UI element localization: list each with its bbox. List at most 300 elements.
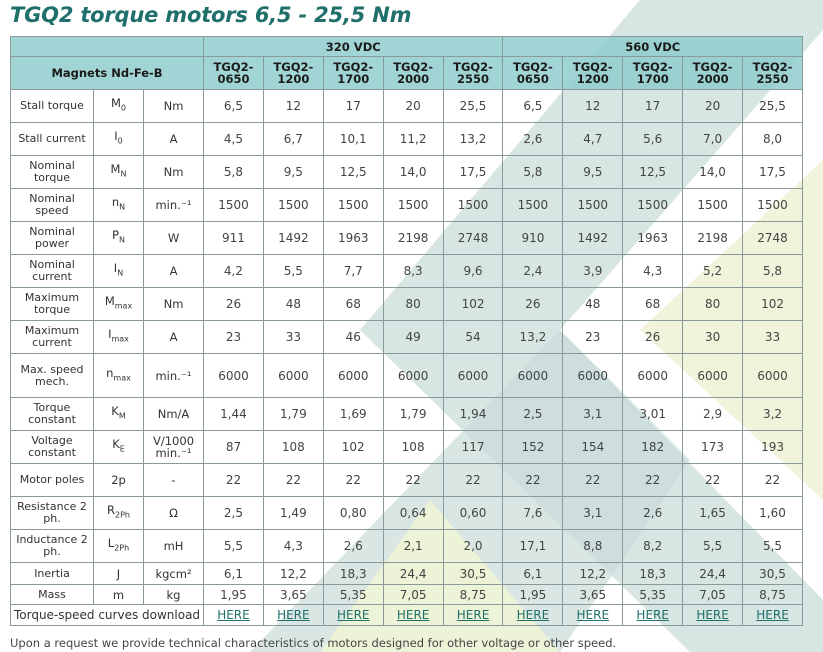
value-cell: 20 [683,90,743,123]
value-cell: 14,0 [383,156,443,189]
table-row [11,156,803,189]
value-cell: 26 [204,288,264,321]
value-cell: 6000 [743,354,803,398]
symbol-main: L [107,536,115,551]
table-row [11,123,803,156]
parameter-unit: Ω [144,497,204,530]
value-cell: 18,3 [623,563,683,585]
parameter-name: Motor poles [11,464,94,497]
model-header [263,57,323,90]
symbol-subscript: max [114,301,133,311]
value-cell: 17 [323,90,383,123]
value-cell: 7,0 [683,123,743,156]
parameter-unit: kgcm² [144,563,204,585]
value-cell: 1500 [503,189,563,222]
parameter-name: Nominal current [11,255,94,288]
value-cell: 1,44 [204,398,264,431]
model-header-prefix: TGQ2- [632,60,673,74]
value-cell: 1,95 [503,585,563,605]
value-cell: 5,5 [263,255,323,288]
symbol-subscript: M [118,411,126,421]
value-cell: 22 [443,464,503,497]
value-cell: 26 [623,321,683,354]
download-cell [263,605,323,626]
value-cell: 8,0 [743,123,803,156]
symbol-subscript: N [117,268,124,278]
value-cell: 17 [623,90,683,123]
parameter-name: Mass [11,585,94,605]
value-cell: 12,2 [263,563,323,585]
parameter-name: Maximum torque [11,288,94,321]
value-cell: 182 [623,431,683,464]
download-link[interactable]: HERE [696,608,729,622]
symbol-subscript: N [118,235,125,245]
value-cell: 2,6 [503,123,563,156]
value-cell: 910 [503,222,563,255]
value-cell: 1,69 [323,398,383,431]
parameter-name: Maximum current [11,321,94,354]
value-cell: 2748 [443,222,503,255]
value-cell: 5,8 [503,156,563,189]
model-header-number: 2550 [457,72,490,86]
value-cell: 3,2 [743,398,803,431]
value-cell: 12 [563,90,623,123]
symbol-main: n [111,195,120,210]
model-header-prefix: TGQ2- [572,60,613,74]
value-cell: 1500 [623,189,683,222]
value-cell: 6000 [563,354,623,398]
value-cell: 1,65 [683,497,743,530]
specs-table [10,36,803,626]
value-cell: 5,8 [204,156,264,189]
page-title: TGQ2 torque motors 6,5 - 25,5 Nm [10,3,412,27]
value-cell: 22 [263,464,323,497]
model-header [563,57,623,90]
value-cell: 22 [623,464,683,497]
value-cell: 22 [383,464,443,497]
parameter-name: Torque constant [11,398,94,431]
value-cell: 4,7 [563,123,623,156]
download-cell [743,605,803,626]
table-row [11,189,803,222]
value-cell: 2,4 [503,255,563,288]
magnets-label: Magnets Nd-Fe-B [11,57,204,90]
symbol-main: I [114,129,118,144]
parameter-symbol [94,585,144,605]
parameter-symbol [94,321,144,354]
value-cell: 4,5 [204,123,264,156]
parameter-unit: Nm [144,288,204,321]
value-cell: 5,5 [743,530,803,563]
value-cell: 7,05 [383,585,443,605]
value-cell: 22 [503,464,563,497]
download-link[interactable]: HERE [336,608,370,622]
parameter-unit: min.⁻¹ [144,354,204,398]
value-cell: 4,3 [623,255,683,288]
parameter-unit: kg [144,585,204,605]
value-cell: 12,2 [563,563,623,585]
value-cell: 13,2 [443,123,503,156]
download-cell [383,605,443,626]
table-row [11,464,803,497]
value-cell: 6,5 [204,90,264,123]
value-cell: 49 [383,321,443,354]
value-cell: 6000 [623,354,683,398]
symbol-main: 2p [111,473,126,487]
value-cell: 17,5 [743,156,803,189]
value-cell: 2,5 [503,398,563,431]
parameter-name: Stall torque [11,90,94,123]
value-cell: 80 [683,288,743,321]
model-header [204,57,264,90]
value-cell: 8,8 [563,530,623,563]
value-cell: 26 [503,288,563,321]
value-cell: 8,2 [623,530,683,563]
symbol-subscript: 2Ph [115,510,130,520]
table-row [11,90,803,123]
table-row [11,222,803,255]
parameter-symbol [94,563,144,585]
value-cell: 1963 [623,222,683,255]
table-row [11,255,803,288]
table-row [11,530,803,563]
value-cell: 7,05 [683,585,743,605]
value-cell: 1492 [563,222,623,255]
value-cell: 1492 [263,222,323,255]
parameter-symbol [94,156,144,189]
value-cell: 22 [323,464,383,497]
value-cell: 23 [563,321,623,354]
parameter-name: Voltage constant [11,431,94,464]
value-cell: 1,49 [263,497,323,530]
value-cell: 2,5 [204,497,264,530]
download-label: Torque-speed curves download [11,605,204,626]
value-cell: 2,0 [443,530,503,563]
parameter-unit: A [144,123,204,156]
parameter-unit: Nm [144,156,204,189]
parameter-unit: mH [144,530,204,563]
download-link[interactable]: HERE [217,608,250,622]
value-cell: 6000 [443,354,503,398]
footnote: Upon a request we provide technical characteristics of motors designed for other voltage or other speed. [10,636,617,650]
download-link[interactable]: HERE [756,608,789,622]
value-cell: 3,01 [623,398,683,431]
symbol-main: J [116,566,121,581]
parameter-symbol [94,398,144,431]
value-cell: 2748 [743,222,803,255]
value-cell: 13,2 [503,321,563,354]
value-cell: 0,60 [443,497,503,530]
value-cell: 6000 [383,354,443,398]
value-cell: 17,1 [503,530,563,563]
value-cell: 6,5 [503,90,563,123]
model-header [743,57,803,90]
value-cell: 6000 [323,354,383,398]
value-cell: 22 [563,464,623,497]
value-cell: 87 [204,431,264,464]
parameter-name: Inertia [11,563,94,585]
symbol-subscript: N [120,169,127,179]
parameter-symbol [94,497,144,530]
value-cell: 18,3 [323,563,383,585]
download-cell [204,605,264,626]
value-cell: 4,3 [263,530,323,563]
parameter-symbol [94,431,144,464]
value-cell: 22 [743,464,803,497]
parameter-unit: Nm/A [144,398,204,431]
model-header-number: 1200 [277,72,310,86]
value-cell: 11,2 [383,123,443,156]
value-cell: 6,1 [503,563,563,585]
value-cell: 108 [263,431,323,464]
value-cell: 6000 [263,354,323,398]
symbol-main: M [104,294,115,309]
parameter-name: Stall current [11,123,94,156]
header-blank [11,37,204,57]
value-cell: 46 [323,321,383,354]
value-cell: 1,79 [383,398,443,431]
value-cell: 7,6 [503,497,563,530]
model-header-number: 0650 [516,72,549,86]
value-cell: 8,75 [443,585,503,605]
value-cell: 5,2 [683,255,743,288]
value-cell: 154 [563,431,623,464]
value-cell: 80 [383,288,443,321]
download-link[interactable]: HERE [456,608,490,622]
value-cell: 102 [443,288,503,321]
parameter-symbol [94,189,144,222]
parameter-unit: A [144,321,204,354]
value-cell: 9,5 [263,156,323,189]
value-cell: 9,6 [443,255,503,288]
parameter-symbol [94,288,144,321]
value-cell: 14,0 [683,156,743,189]
value-cell: 12,5 [623,156,683,189]
value-cell: 5,5 [204,530,264,563]
parameter-name: Inductance 2 ph. [11,530,94,563]
parameter-symbol [94,464,144,497]
value-cell: 8,75 [743,585,803,605]
value-cell: 22 [204,464,264,497]
download-cell [323,605,383,626]
table-row [11,431,803,464]
model-header-prefix: TGQ2- [273,60,314,74]
parameter-symbol [94,530,144,563]
specs-body [11,90,803,626]
value-cell: 48 [563,288,623,321]
table-row [11,563,803,585]
download-cell [623,605,683,626]
voltage-header-row [11,37,803,57]
value-cell: 911 [204,222,264,255]
value-cell: 1500 [443,189,503,222]
download-cell [683,605,743,626]
value-cell: 68 [623,288,683,321]
value-cell: 108 [383,431,443,464]
symbol-subscript: 0 [120,103,127,113]
value-cell: 10,1 [323,123,383,156]
value-cell: 12,5 [323,156,383,189]
value-cell: 1,94 [443,398,503,431]
parameter-unit: W [144,222,204,255]
value-cell: 68 [323,288,383,321]
table-row [11,321,803,354]
symbol-main: K [111,404,119,419]
value-cell: 25,5 [443,90,503,123]
value-cell: 30,5 [743,563,803,585]
table-row [11,585,803,605]
model-header-number: 2550 [756,72,789,86]
value-cell: 7,7 [323,255,383,288]
download-link[interactable]: HERE [636,608,669,622]
value-cell: 5,5 [683,530,743,563]
value-cell: 1500 [743,189,803,222]
value-cell: 20 [383,90,443,123]
symbol-main: I [108,327,112,342]
value-cell: 1500 [383,189,443,222]
symbol-main: n [106,365,114,380]
value-cell: 117 [443,431,503,464]
download-link[interactable]: HERE [516,608,550,622]
download-cell [503,605,563,626]
symbol-subscript: 0 [117,136,123,146]
symbol-subscript: max [111,334,129,344]
download-link[interactable]: HERE [396,608,430,622]
value-cell: 1500 [263,189,323,222]
model-header-prefix: TGQ2- [752,60,793,74]
symbol-main: M [110,162,121,177]
parameter-unit: min.⁻¹ [144,189,204,222]
symbol-subscript: E [119,444,125,454]
parameter-name: Max. speed mech. [11,354,94,398]
parameter-symbol [94,222,144,255]
value-cell: 30,5 [443,563,503,585]
parameter-unit: - [144,464,204,497]
value-cell: 33 [263,321,323,354]
value-cell: 3,65 [263,585,323,605]
value-cell: 1500 [683,189,743,222]
symbol-subscript: N [119,202,126,212]
value-cell: 1,79 [263,398,323,431]
value-cell: 1500 [323,189,383,222]
value-cell: 3,9 [563,255,623,288]
table-row [11,497,803,530]
parameter-symbol [94,255,144,288]
parameter-name: Nominal speed [11,189,94,222]
value-cell: 2,1 [383,530,443,563]
parameter-name: Resistance 2 ph. [11,497,94,530]
value-cell: 2,6 [623,497,683,530]
value-cell: 3,65 [563,585,623,605]
model-header [503,57,563,90]
value-cell: 0,64 [383,497,443,530]
value-cell: 2198 [383,222,443,255]
value-cell: 33 [743,321,803,354]
model-header-prefix: TGQ2- [213,60,254,74]
value-cell: 2,6 [323,530,383,563]
value-cell: 30 [683,321,743,354]
value-cell: 3,1 [563,497,623,530]
model-header-number: 1700 [636,72,669,86]
symbol-subscript: 2Ph [114,543,130,553]
table-row [11,288,803,321]
value-cell: 6,1 [204,563,264,585]
value-cell: 12 [263,90,323,123]
model-header-number: 0650 [217,72,250,86]
voltage-group-560: 560 VDC [503,37,803,57]
model-header [623,57,683,90]
model-header [443,57,503,90]
model-header-prefix: TGQ2- [453,60,493,74]
value-cell: 24,4 [683,563,743,585]
value-cell: 6,7 [263,123,323,156]
symbol-main: P [112,228,119,243]
value-cell: 102 [743,288,803,321]
download-link[interactable]: HERE [277,608,310,622]
parameter-symbol [94,354,144,398]
voltage-group-320: 320 VDC [204,37,503,57]
value-cell: 22 [683,464,743,497]
value-cell: 152 [503,431,563,464]
parameter-name: Nominal torque [11,156,94,189]
parameter-unit: A [144,255,204,288]
value-cell: 1500 [204,189,264,222]
symbol-subscript: max [113,373,131,383]
value-cell: 8,3 [383,255,443,288]
model-header-prefix: TGQ2- [333,60,374,74]
value-cell: 6000 [204,354,264,398]
download-cell [563,605,623,626]
symbol-main: K [112,437,120,452]
parameter-unit: Nm [144,90,204,123]
parameter-unit: V/1000 min.⁻¹ [144,431,204,464]
symbol-main: R [107,503,115,518]
download-row [11,605,803,626]
value-cell: 5,35 [623,585,683,605]
value-cell: 0,80 [323,497,383,530]
download-link[interactable]: HERE [576,608,610,622]
value-cell: 102 [323,431,383,464]
parameter-symbol [94,123,144,156]
value-cell: 3,1 [563,398,623,431]
symbol-main: I [113,261,118,276]
download-cell [443,605,503,626]
value-cell: 193 [743,431,803,464]
value-cell: 1,60 [743,497,803,530]
model-header-number: 2000 [696,72,729,86]
value-cell: 1500 [563,189,623,222]
symbol-main: M [110,96,121,111]
value-cell: 54 [443,321,503,354]
model-header [683,57,743,90]
model-header [383,57,443,90]
value-cell: 5,6 [623,123,683,156]
value-cell: 5,35 [323,585,383,605]
table-row [11,398,803,431]
model-header [323,57,383,90]
value-cell: 9,5 [563,156,623,189]
value-cell: 48 [263,288,323,321]
symbol-main: m [112,587,125,602]
value-cell: 23 [204,321,264,354]
model-header-number: 1700 [337,72,370,86]
value-cell: 17,5 [443,156,503,189]
parameter-symbol [94,90,144,123]
model-header-number: 2000 [397,72,430,86]
parameter-name: Nominal power [11,222,94,255]
model-header-prefix: TGQ2- [512,60,553,74]
value-cell: 25,5 [743,90,803,123]
